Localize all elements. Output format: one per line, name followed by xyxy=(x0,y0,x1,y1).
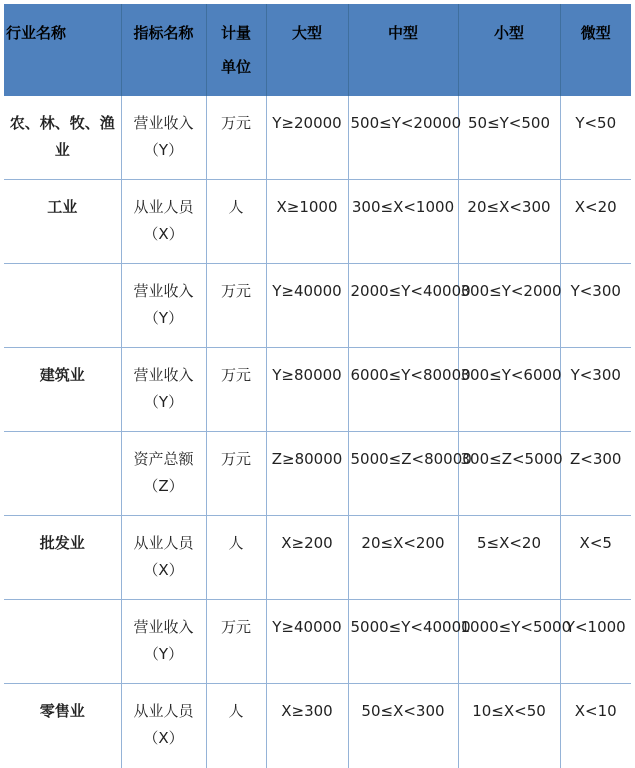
table-header xyxy=(4,4,631,96)
cell-medium: 50≤X<300 xyxy=(348,684,458,768)
cell-large: Z≥80000 xyxy=(266,432,348,516)
header-indicator: 指标名称 xyxy=(121,4,206,96)
cell-small: 10≤X<50 xyxy=(458,684,560,768)
cell-industry xyxy=(4,264,121,348)
table-row xyxy=(4,264,631,348)
cell-micro: Z<300 xyxy=(560,432,631,516)
cell-indicator: 营业收入（Y） xyxy=(121,264,206,348)
table-row xyxy=(4,600,631,684)
cell-industry: 农、林、牧、渔业 xyxy=(4,96,121,180)
cell-medium: 6000≤Y<80000 xyxy=(348,348,458,432)
cell-micro: Y<50 xyxy=(560,96,631,180)
cell-indicator: 从业人员（X） xyxy=(121,516,206,600)
cell-small: 5≤X<20 xyxy=(458,516,560,600)
cell-large: X≥200 xyxy=(266,516,348,600)
cell-large: Y≥20000 xyxy=(266,96,348,180)
cell-medium: 2000≤Y<40000 xyxy=(348,264,458,348)
cell-small: 300≤Y<6000 xyxy=(458,348,560,432)
cell-large: X≥1000 xyxy=(266,180,348,264)
cell-industry: 建筑业 xyxy=(4,348,121,432)
cell-micro: X<20 xyxy=(560,180,631,264)
table-row xyxy=(4,180,631,264)
table-row xyxy=(4,96,631,180)
header-medium: 中型 xyxy=(348,4,458,96)
table-row xyxy=(4,432,631,516)
cell-indicator: 从业人员（X） xyxy=(121,180,206,264)
cell-indicator: 营业收入（Y） xyxy=(121,600,206,684)
cell-unit: 人 xyxy=(206,180,266,264)
header-unit-line1: 计量 xyxy=(221,24,251,42)
cell-industry xyxy=(4,600,121,684)
cell-indicator: 营业收入（Y） xyxy=(121,348,206,432)
cell-micro: Y<300 xyxy=(560,348,631,432)
cell-unit: 万元 xyxy=(206,600,266,684)
cell-small: 300≤Y<2000 xyxy=(458,264,560,348)
cell-industry: 批发业 xyxy=(4,516,121,600)
cell-large: Y≥80000 xyxy=(266,348,348,432)
table-row xyxy=(4,348,631,432)
cell-small: 1000≤Y<5000 xyxy=(458,600,560,684)
cell-unit: 人 xyxy=(206,516,266,600)
cell-micro: Y<300 xyxy=(560,264,631,348)
header-unit-line2: 单位 xyxy=(221,58,251,76)
cell-medium: 300≤X<1000 xyxy=(348,180,458,264)
cell-unit: 万元 xyxy=(206,264,266,348)
cell-unit: 万元 xyxy=(206,96,266,180)
cell-indicator: 从业人员（X） xyxy=(121,684,206,768)
cell-medium: 500≤Y<20000 xyxy=(348,96,458,180)
cell-unit: 万元 xyxy=(206,348,266,432)
header-small: 小型 xyxy=(458,4,560,96)
cell-industry: 工业 xyxy=(4,180,121,264)
cell-medium: 5000≤Y<40000 xyxy=(348,600,458,684)
cell-large: Y≥40000 xyxy=(266,600,348,684)
cell-medium: 20≤X<200 xyxy=(348,516,458,600)
table-row xyxy=(4,684,631,768)
cell-small: 300≤Z<5000 xyxy=(458,432,560,516)
header-large: 大型 xyxy=(266,4,348,96)
header-micro: 微型 xyxy=(560,4,631,96)
header-industry: 行业名称 xyxy=(4,4,121,96)
cell-industry: 零售业 xyxy=(4,684,121,768)
cell-large: Y≥40000 xyxy=(266,264,348,348)
cell-micro: Y<1000 xyxy=(560,600,631,684)
enterprise-size-table xyxy=(4,4,631,768)
header-unit xyxy=(206,4,266,96)
cell-unit: 人 xyxy=(206,684,266,768)
cell-medium: 5000≤Z<80000 xyxy=(348,432,458,516)
cell-large: X≥300 xyxy=(266,684,348,768)
cell-indicator: 营业收入（Y） xyxy=(121,96,206,180)
cell-small: 50≤Y<500 xyxy=(458,96,560,180)
cell-micro: X<5 xyxy=(560,516,631,600)
table-row xyxy=(4,516,631,600)
cell-industry xyxy=(4,432,121,516)
cell-indicator: 资产总额（Z） xyxy=(121,432,206,516)
cell-small: 20≤X<300 xyxy=(458,180,560,264)
cell-micro: X<10 xyxy=(560,684,631,768)
cell-unit: 万元 xyxy=(206,432,266,516)
